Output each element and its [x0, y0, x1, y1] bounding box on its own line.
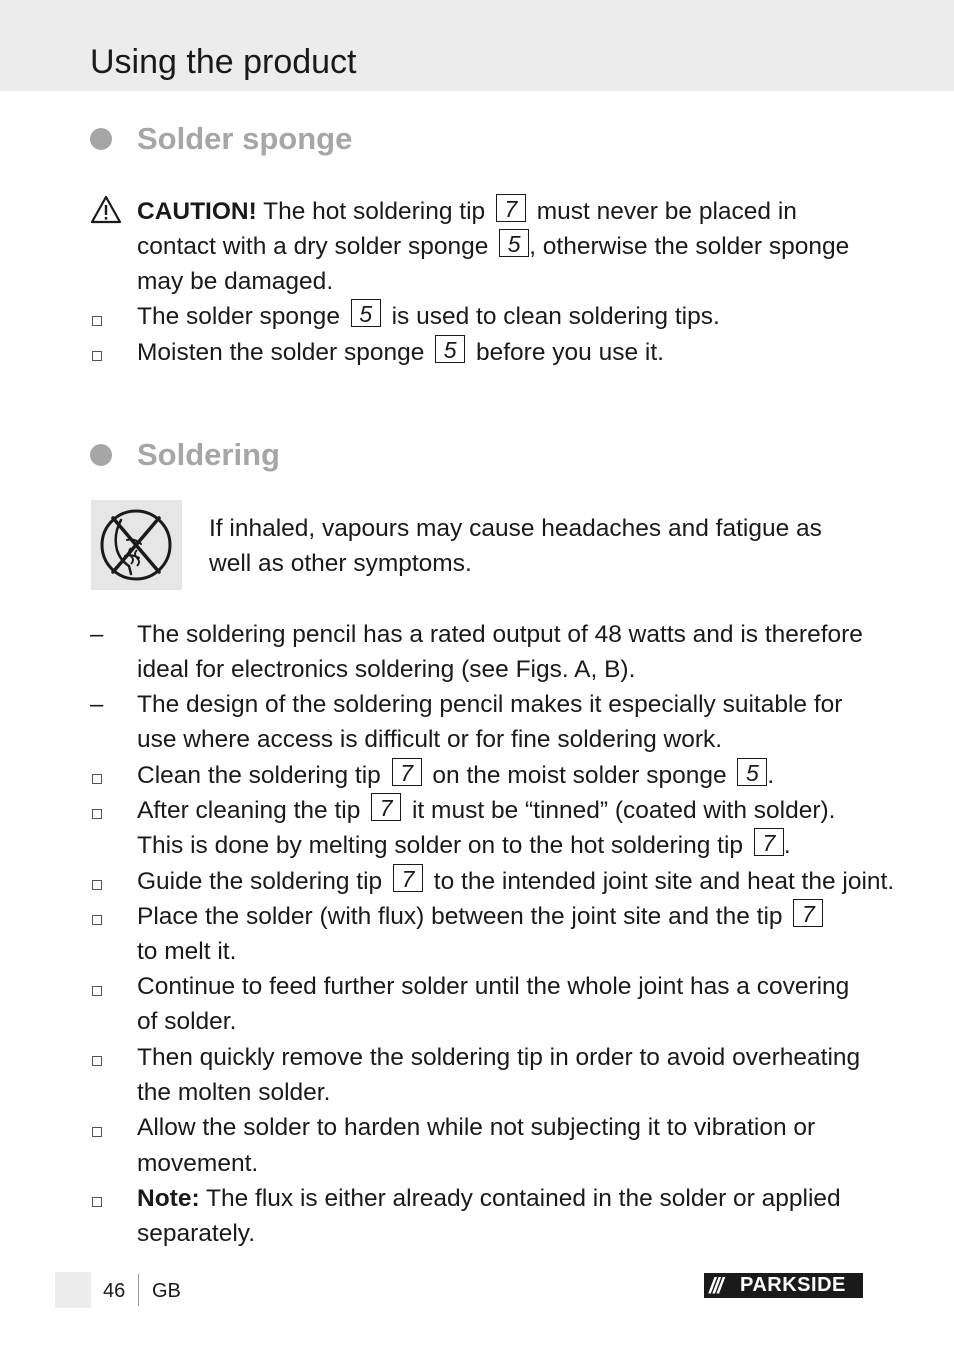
soldering-step-8-line-1: Note: The flux is either already contained in the solder or applied: [137, 1185, 841, 1212]
soldering-step-1: Clean the soldering tip 7 on the moist solder sponge 5 .: [137, 760, 775, 789]
parkside-logo: [704, 1273, 863, 1298]
step-checkbox-icon: [92, 1056, 102, 1066]
footer-divider: [138, 1274, 139, 1306]
soldering-step-7-line-1: Allow the solder to harden while not subjecting it to vibration or: [137, 1114, 816, 1141]
logo-text: PARKSIDE: [740, 1274, 846, 1296]
caution-label: CAUTION!: [137, 198, 257, 225]
dash-marker: –: [90, 691, 104, 718]
ref-sponge: 5: [737, 758, 767, 786]
page-title: Using the product: [90, 43, 357, 81]
ref-sponge: 5: [351, 299, 381, 327]
soldering-step-6-line-1: Then quickly remove the soldering tip in order to avoid overheating: [137, 1044, 861, 1071]
soldering-step-4-line-2: to melt it.: [137, 938, 237, 965]
bullet-dot-icon: [90, 444, 112, 466]
caution-line-3: may be damaged.: [137, 268, 334, 295]
no-inhale-icon: [91, 500, 182, 590]
note-label: Note:: [137, 1185, 200, 1212]
step-checkbox-icon: [92, 1127, 102, 1137]
logo-slashes: ///: [709, 1273, 722, 1298]
section-title: Solder sponge: [137, 121, 353, 156]
caution-line-2: contact with a dry solder sponge 5 , otherwise the solder sponge: [137, 231, 850, 260]
ref-sponge: 5: [435, 335, 465, 363]
soldering-step-3: Guide the soldering tip 7 to the intended joint site and heat the joint.: [137, 866, 895, 895]
bullet-dot-icon: [90, 128, 112, 150]
ref-tip: 7: [793, 899, 823, 927]
ref-tip: 7: [371, 793, 401, 821]
vapour-text-line-2: well as other symptoms.: [209, 550, 472, 577]
warning-triangle-icon: [90, 195, 122, 224]
dash-item-2-line-2: use where access is difficult or for fine soldering work.: [137, 726, 723, 753]
ref-tip: 7: [496, 194, 526, 222]
step-checkbox-icon: [92, 774, 102, 784]
vapour-warning-box: [91, 500, 182, 590]
footer-tab: [55, 1272, 91, 1308]
dash-item-2-line-1: The design of the soldering pencil makes it especially suitable for: [137, 691, 843, 718]
dash-item-1-line-2: ideal for electronics soldering (see Figs. A, B).: [137, 656, 636, 683]
language-code: GB: [152, 1280, 181, 1302]
ref-tip: 7: [393, 864, 423, 892]
step-checkbox-icon: [92, 316, 102, 326]
dash-item-1-line-1: The soldering pencil has a rated output of 48 watts and is therefore: [137, 621, 863, 648]
dash-marker: –: [90, 621, 104, 648]
page-number: 46: [103, 1280, 126, 1302]
step-checkbox-icon: [92, 915, 102, 925]
soldering-step-7-line-2: movement.: [137, 1150, 259, 1177]
section-title: Soldering: [137, 437, 280, 472]
step-checkbox-icon: [92, 880, 102, 890]
soldering-step-5-line-2: of solder.: [137, 1008, 237, 1035]
step-checkbox-icon: [92, 986, 102, 996]
soldering-step-6-line-2: the molten solder.: [137, 1079, 331, 1106]
step-checkbox-icon: [92, 351, 102, 361]
soldering-step-2-line-1: After cleaning the tip 7 it must be “tinned” (coated with solder).: [137, 795, 836, 824]
soldering-step-2-line-2: This is done by melting solder on to the hot soldering tip 7 .: [137, 830, 791, 859]
step-checkbox-icon: [92, 809, 102, 819]
vapour-text-line-1: If inhaled, vapours may cause headaches and fatigue as: [209, 515, 822, 542]
ref-sponge: 5: [499, 229, 529, 257]
ref-tip: 7: [754, 828, 784, 856]
soldering-step-8-line-2: separately.: [137, 1220, 256, 1247]
soldering-step-4-line-1: Place the solder (with flux) between the joint site and the tip 7: [137, 899, 827, 934]
soldering-step-5-line-1: Continue to feed further solder until the whole joint has a covering: [137, 973, 850, 1000]
sponge-step-1: The solder sponge 5 is used to clean soldering tips.: [137, 301, 720, 330]
caution-line-1: CAUTION! The hot soldering tip 7 must never be placed in: [137, 196, 797, 225]
ref-tip: 7: [392, 758, 422, 786]
sponge-step-2: Moisten the solder sponge 5 before you use it.: [137, 337, 664, 366]
step-checkbox-icon: [92, 1197, 102, 1207]
